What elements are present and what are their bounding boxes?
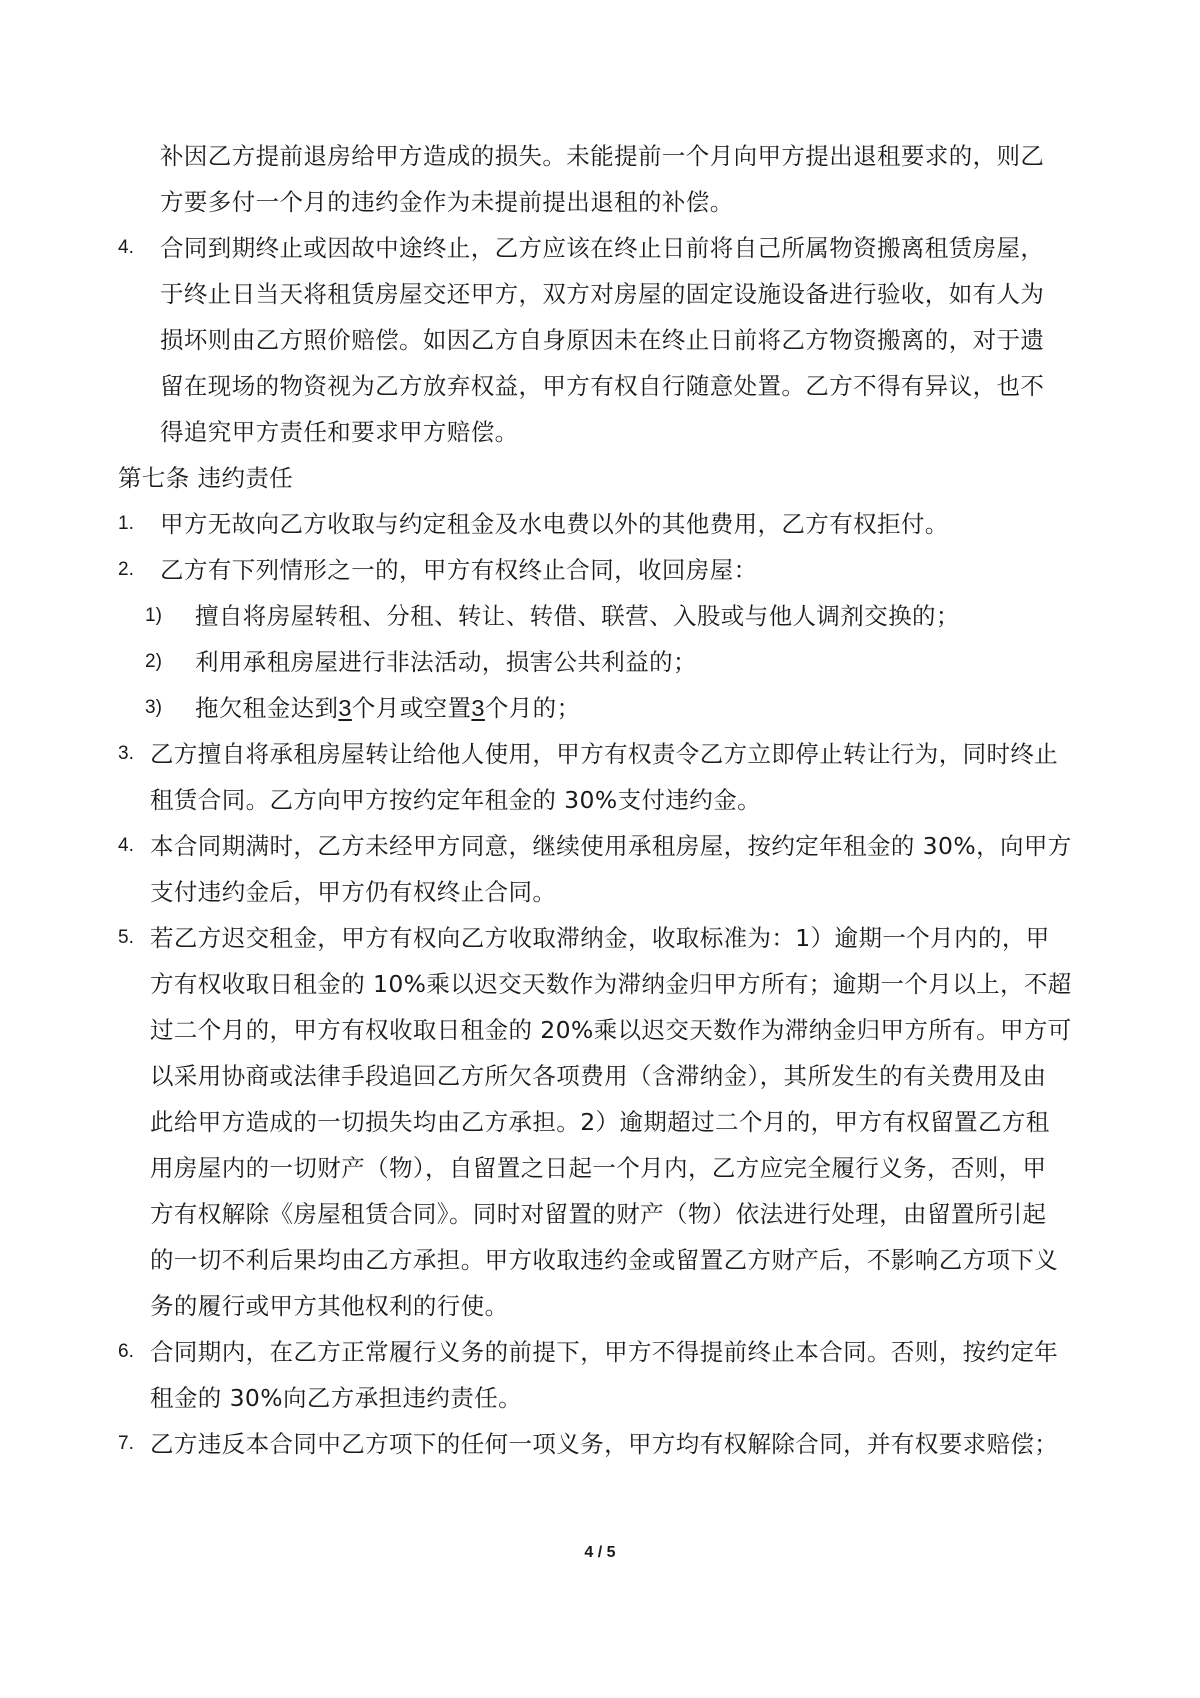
item-number: 3.	[118, 743, 134, 764]
paragraph-line: 乙方违反本合同中乙方项下的任何一项义务，甲方均有权解除合同，并有权要求赔偿；	[150, 1430, 1059, 1458]
paragraph-line: 本合同期满时，乙方未经甲方同意，继续使用承租房屋，按约定年租金的 30%，向甲方	[150, 832, 1072, 860]
item-number: 6.	[118, 1341, 134, 1362]
paragraph-line: 务的履行或甲方其他权利的行使。	[150, 1292, 509, 1320]
item-number: 4.	[118, 237, 134, 258]
months-vacant-value: 3	[471, 695, 485, 721]
paragraph-line: 乙方有下列情形之一的，甲方有权终止合同，收回房屋：	[160, 556, 758, 584]
paragraph-line: 支付违约金后，甲方仍有权终止合同。	[150, 878, 557, 906]
paragraph-line: 方有权解除《房屋租赁合同》。同时对留置的财产（物）依法进行处理，由留置所引起	[150, 1200, 1047, 1228]
paragraph-line: 损坏则由乙方照价赔偿。如因乙方自身原因未在终止日前将乙方物资搬离的，对于遗	[160, 326, 1045, 354]
paragraph-line: 用房屋内的一切财产（物），自留置之日起一个月内，乙方应完全履行义务，否则，甲	[150, 1154, 1047, 1182]
paragraph-line: 租赁合同。乙方向甲方按约定年租金的 30%支付违约金。	[150, 786, 762, 814]
subitem-text: 利用承租房屋进行非法活动，损害公共利益的；	[195, 648, 697, 676]
subitem-number: 2)	[145, 651, 162, 672]
paragraph-line: 于终止日当天将租赁房屋交还甲方，双方对房屋的固定设施设备进行验收，如有人为	[160, 280, 1045, 308]
page-number: 4 / 5	[584, 1544, 616, 1561]
subitem-text: 擅自将房屋转租、分租、转让、转借、联营、入股或与他人调剂交换的；	[195, 602, 960, 630]
paragraph-line: 的一切不利后果均由乙方承担。甲方收取违约金或留置乙方财产后，不影响乙方项下义	[150, 1246, 1059, 1274]
paragraph-line: 得追究甲方责任和要求甲方赔偿。	[160, 418, 519, 446]
subitem-number: 3)	[145, 697, 162, 718]
paragraph-line: 留在现场的物资视为乙方放弃权益，甲方有权自行随意处置。乙方不得有异议，也不	[160, 372, 1045, 400]
continuation-line: 方要多付一个月的违约金作为未提前提出退租的补偿。	[160, 188, 734, 216]
subitem-text-pre: 拖欠租金达到	[195, 694, 339, 722]
subitem-text-post: 个月的；	[484, 694, 581, 722]
paragraph-line: 方有权收取日租金的 10%乘以迟交天数作为滞纳金归甲方所有；逾期一个月以上，不超	[150, 970, 1072, 998]
paragraph-line: 租金的 30%向乙方承担违约责任。	[150, 1384, 523, 1412]
item-number: 4.	[118, 835, 134, 856]
item-number: 1.	[118, 513, 134, 534]
months-overdue-value: 3	[338, 695, 352, 721]
subitem-number: 1)	[145, 605, 162, 626]
paragraph-line: 合同期内，在乙方正常履行义务的前提下，甲方不得提前终止本合同。否则，按约定年	[150, 1338, 1059, 1366]
item-number: 5.	[118, 927, 134, 948]
paragraph-line: 乙方擅自将承租房屋转让给他人使用，甲方有权责令乙方立即停止转让行为，同时终止	[150, 740, 1059, 768]
article-heading: 第七条 违约责任	[118, 464, 294, 492]
paragraph-line: 此给甲方造成的一切损失均由乙方承担。2）逾期超过二个月的，甲方有权留置乙方租	[150, 1108, 1050, 1136]
paragraph-line: 合同到期终止或因故中途终止，乙方应该在终止日前将自己所属物资搬离租赁房屋，	[160, 234, 1045, 262]
item-number: 2.	[118, 559, 134, 580]
subitem-text-mid: 个月或空置	[351, 694, 472, 722]
paragraph-line: 甲方无故向乙方收取与约定租金及水电费以外的其他费用，乙方有权拒付。	[160, 510, 949, 538]
item-number: 7.	[118, 1433, 134, 1454]
continuation-line: 补因乙方提前退房给甲方造成的损失。未能提前一个月向甲方提出退租要求的，则乙	[160, 142, 1045, 170]
paragraph-line: 若乙方迟交租金，甲方有权向乙方收取滞纳金，收取标准为：1）逾期一个月内的，甲	[150, 924, 1050, 952]
paragraph-line: 过二个月的，甲方有权收取日租金的 20%乘以迟交天数作为滞纳金归甲方所有。甲方可	[150, 1016, 1072, 1044]
paragraph-line: 以采用协商或法律手段追回乙方所欠各项费用（含滞纳金），其所发生的有关费用及由	[150, 1062, 1047, 1090]
subitem-text	[195, 693, 580, 723]
